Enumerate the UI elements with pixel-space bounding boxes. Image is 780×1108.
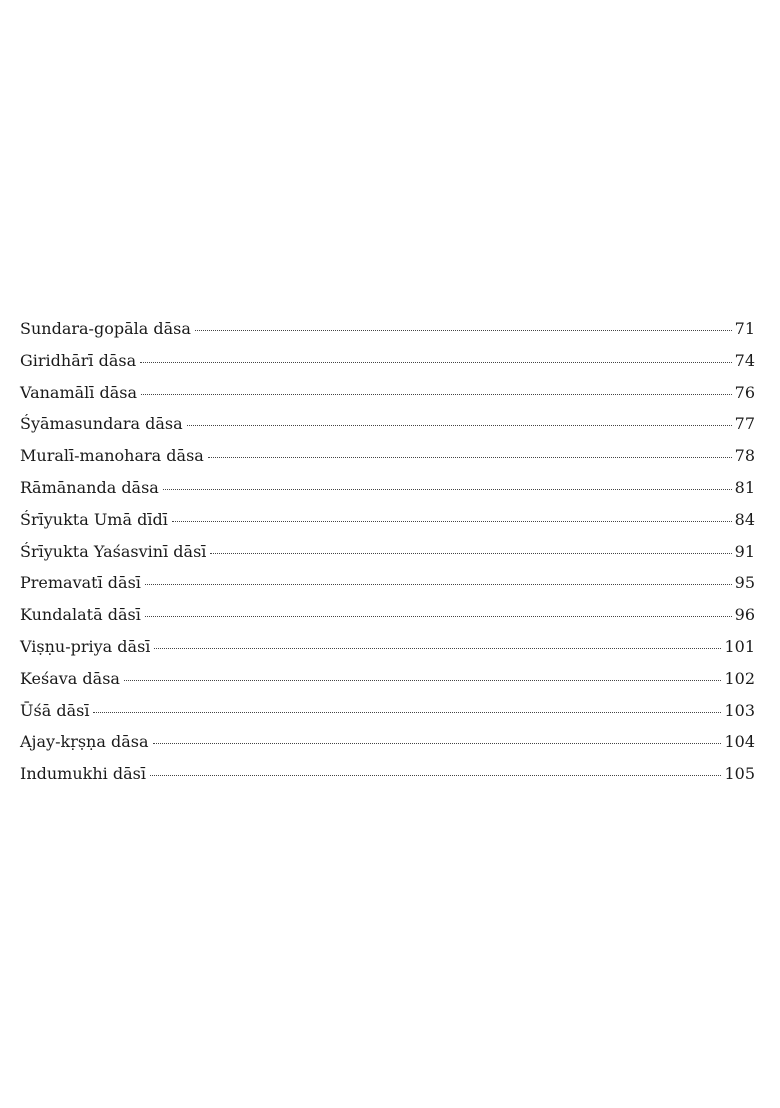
toc-entry[interactable] — [20, 758, 755, 790]
dot-leader — [208, 457, 732, 458]
dot-leader — [150, 775, 721, 776]
dot-leader — [210, 553, 731, 554]
dot-leader — [124, 680, 722, 681]
toc-entry-title: Ajay-kṛṣṇa dāsa — [20, 732, 149, 752]
toc-entry-page: 81 — [734, 477, 755, 497]
dot-leader — [195, 330, 732, 331]
toc-entry-page: 102 — [724, 668, 755, 688]
toc-entry[interactable] — [20, 313, 755, 345]
toc-entry-title: Viṣṇu-priya dāsī — [20, 636, 151, 656]
toc-entry-title: Rāmānanda dāsa — [20, 477, 159, 497]
toc-entry[interactable] — [20, 631, 755, 663]
dot-leader — [187, 425, 732, 426]
toc-entry-title: Sundara-gopāla dāsa — [20, 319, 191, 338]
toc-entry-title: Premavatī dāsī — [20, 573, 141, 593]
toc-entry-title: Śrīyukta Umā dīdī — [20, 509, 168, 529]
dot-leader — [145, 584, 732, 585]
toc-entry-page: 71 — [734, 319, 755, 338]
dot-leader — [172, 521, 732, 522]
table-of-contents — [20, 313, 755, 790]
dot-leader — [140, 362, 732, 363]
toc-entry[interactable] — [20, 472, 755, 504]
dot-leader — [93, 712, 721, 713]
dot-leader — [141, 394, 732, 395]
dot-leader — [145, 616, 732, 617]
toc-entry[interactable] — [20, 377, 755, 409]
toc-entry-page: 95 — [734, 573, 755, 593]
toc-entry-title: Indumukhi dāsī — [20, 764, 146, 784]
toc-entry-page: 74 — [734, 350, 755, 370]
toc-entry[interactable] — [20, 567, 755, 599]
toc-entry-title: Ūśā dāsī — [20, 700, 90, 720]
toc-entry-title: Giridhārī dāsa — [20, 350, 137, 370]
dot-leader — [163, 489, 732, 490]
toc-entry-page: 103 — [724, 700, 755, 720]
toc-entry[interactable] — [20, 440, 755, 472]
toc-entry[interactable] — [20, 663, 755, 695]
dot-leader — [153, 743, 722, 744]
toc-entry-page: 77 — [734, 414, 755, 434]
toc-entry-page: 105 — [724, 764, 755, 784]
toc-entry-page: 84 — [734, 509, 755, 529]
toc-entry[interactable] — [20, 726, 755, 758]
dot-leader — [154, 648, 721, 649]
toc-entry[interactable] — [20, 695, 755, 727]
toc-entry[interactable] — [20, 599, 755, 631]
toc-entry-page: 76 — [734, 382, 755, 402]
toc-entry-title: Śyāmasundara dāsa — [20, 414, 183, 434]
toc-entry[interactable] — [20, 504, 755, 536]
toc-entry-page: 104 — [724, 732, 755, 752]
toc-entry-page: 101 — [724, 636, 755, 656]
toc-entry[interactable] — [20, 536, 755, 568]
toc-entry-page: 78 — [734, 446, 755, 466]
toc-entry[interactable] — [20, 408, 755, 440]
toc-entry-title: Śrīyukta Yaśasvinī dāsī — [20, 541, 207, 561]
toc-entry-page: 91 — [734, 541, 755, 561]
toc-entry-title: Keśava dāsa — [20, 668, 120, 688]
toc-entry-page: 96 — [734, 605, 755, 625]
toc-entry[interactable] — [20, 345, 755, 377]
toc-entry-title: Kundalatā dāsī — [20, 605, 141, 625]
toc-entry-title: Vanamālī dāsa — [20, 382, 138, 402]
toc-entry-title: Muralī-manohara dāsa — [20, 446, 204, 466]
